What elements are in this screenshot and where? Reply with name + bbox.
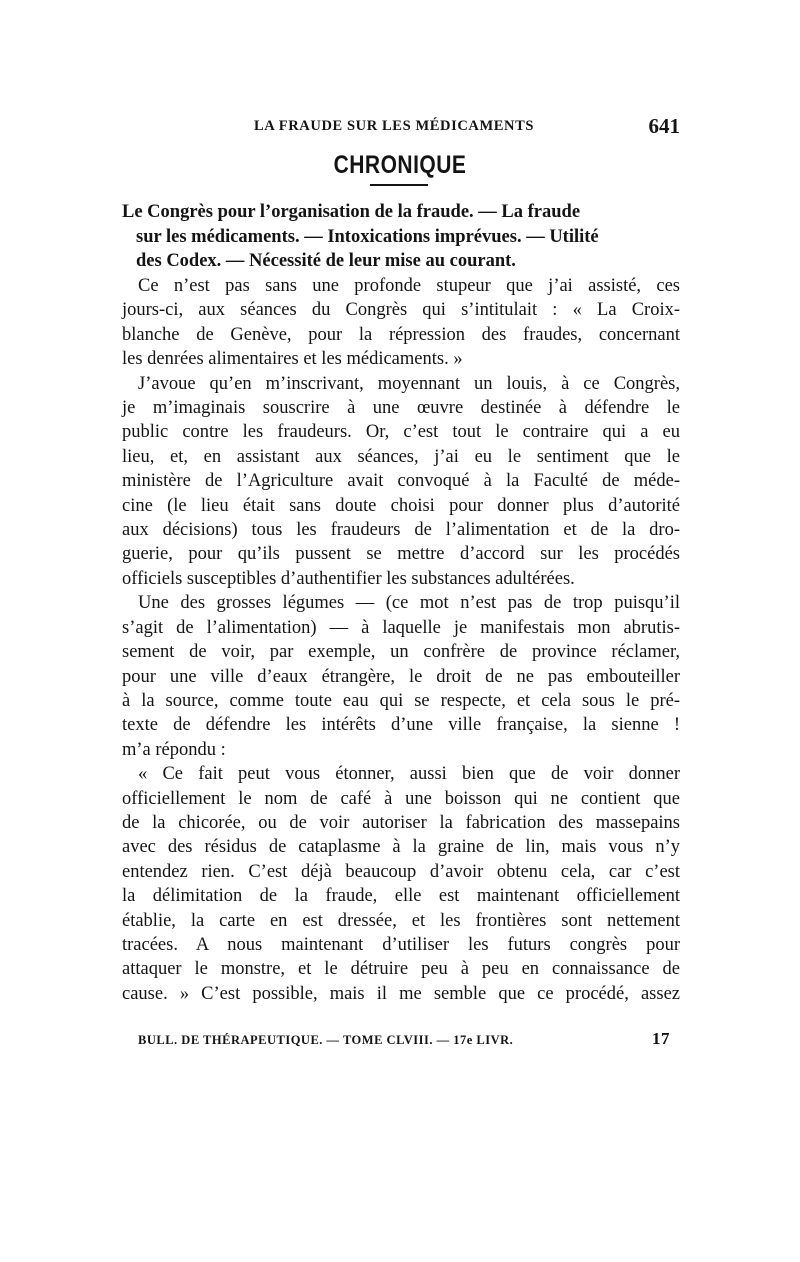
paragraph — [122, 372, 680, 592]
text-line: lieu, et, en assistant aux séances, j’ai eu le sentiment que le — [122, 446, 680, 467]
text-line: ministère de l’Agriculture avait convoqué à la Faculté de méde- — [122, 471, 680, 492]
running-title: LA FRAUDE SUR LES MÉDICAMENTS — [254, 118, 535, 134]
summary-line: Le Congrès pour l’organisation de la fraude. — La fraude — [122, 202, 581, 222]
paragraph — [122, 591, 680, 762]
text-line: s’agit de l’alimentation) — à laquelle je manifestais mon abrutis- — [122, 617, 680, 638]
text-line: la délimitation de la fraude, elle est maintenant officiellement — [122, 886, 680, 907]
text-line: avec des résidus de cataplasme à la graine de lin, mais vous n’y — [122, 837, 680, 858]
running-head — [122, 116, 680, 140]
text-line: je m’imaginais souscrire à une œuvre destinée à défendre le — [122, 398, 680, 419]
text-line: de la chicorée, ou de voir autoriser la fabrication des massepains — [122, 812, 680, 833]
text-line: m’a répondu : — [122, 739, 226, 760]
section-title: CHRONIQUE — [333, 152, 467, 180]
chapter-summary — [122, 200, 680, 274]
text-line: à la source, comme toute eau qui se respecte, et cela sous le pré- — [122, 690, 680, 711]
text-line: les denrées alimentaires et les médicaments. » — [122, 349, 463, 370]
body-text — [122, 274, 680, 1006]
text-line: officiellement le nom de café à une boisson qui ne contient que — [122, 788, 680, 809]
page-number: 641 — [648, 114, 680, 138]
summary-line: des Codex. — Nécessité de leur mise au courant. — [136, 251, 516, 271]
text-line: entendez rien. C’est déjà beaucoup d’avoir obtenu cela, car c’est — [122, 861, 680, 882]
text-line: jours-ci, aux séances du Congrès qui s’intitulait : « La Croix- — [122, 300, 680, 321]
title-rule — [370, 184, 428, 186]
text-line: Une des grosses légumes — (ce mot n’est pas de trop puisqu’il — [138, 593, 680, 614]
text-line: J’avoue qu’en m’inscrivant, moyennant un louis, à ce Congrès, — [138, 373, 680, 394]
text-line: attaquer le monstre, et le détruire peu à peu en connaissance de — [122, 959, 680, 980]
text-line: sement de voir, par exemple, un confrère de province réclamer, — [122, 642, 680, 663]
text-line: Ce n’est pas sans une profonde stupeur que j’ai assisté, ces — [138, 276, 680, 296]
text-line: guerie, pour qu’ils pussent se mettre d’accord sur les procédés — [122, 544, 680, 565]
text-line: public contre les fraudeurs. Or, c’est tout le contraire qui a eu — [122, 422, 680, 443]
text-line: pour une ville d’eaux étrangère, le droit de ne pas embouteiller — [122, 666, 680, 687]
text-line: officiels susceptibles d’authentifier les substances adultérées. — [122, 568, 575, 589]
text-line: cause. » C’est possible, mais il me semble que ce procédé, assez — [122, 983, 680, 1004]
text-line: « Ce fait peut vous étonner, aussi bien que de voir donner — [138, 764, 680, 785]
text-line: texte de défendre les intérêts d’une ville française, la sienne ! — [122, 715, 680, 736]
footer-imprint: BULL. DE THÉRAPEUTIQUE. — TOME CLVIII. — 17e LIVR. — [138, 1033, 514, 1047]
summary-line: sur les médicaments. — Intoxications imprévues. — Utilité — [136, 226, 599, 247]
text-line: tracées. A nous maintenant d’utiliser les futurs congrès pour — [122, 934, 680, 955]
signature-mark: 17 — [652, 1029, 670, 1048]
text-line: établie, la carte en est dressée, et les frontières sont nettement — [122, 910, 680, 931]
text-line: aux décisions) tous les fraudeurs de l’alimentation et de la dro- — [122, 520, 680, 541]
page-footer — [138, 1031, 680, 1053]
paragraph — [122, 274, 680, 372]
text-line: cine (le lieu était sans doute choisi pour donner plus d’autorité — [122, 495, 680, 516]
paragraph — [122, 762, 680, 1006]
text-line: blanche de Genève, pour la répression des fraudes, concernant — [122, 324, 680, 345]
